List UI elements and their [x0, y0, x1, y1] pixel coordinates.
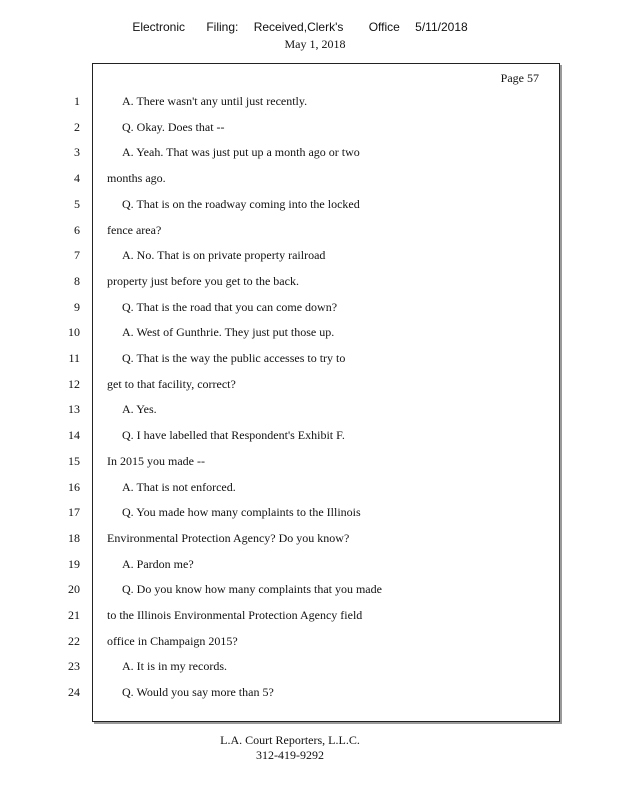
transcript-line: property just before you get to the back. — [107, 274, 299, 288]
footer-phone: 312-419-9292 — [256, 748, 324, 762]
line-number: 20 — [68, 582, 80, 596]
line-number: 8 — [74, 274, 80, 288]
transcript-line: get to that facility, correct? — [107, 377, 236, 391]
line-number: 2 — [74, 120, 80, 134]
line-number: 6 — [74, 223, 80, 237]
line-number: 24 — [68, 685, 80, 699]
transcript-line: A. No. That is on private property railroad — [122, 248, 326, 262]
line-number: 18 — [68, 531, 80, 545]
transcript-line: A. Yeah. That was just put up a month ago or two — [122, 145, 360, 159]
line-number: 15 — [68, 454, 80, 468]
transcript-line: Q. Do you know how many complaints that you made — [122, 582, 382, 596]
line-number: 4 — [74, 171, 80, 185]
line-number: 3 — [74, 145, 80, 159]
transcript-line: to the Illinois Environmental Protection Agency field — [107, 608, 363, 622]
transcript-line: A. Yes. — [122, 402, 157, 416]
transcript-line: fence area? — [107, 223, 162, 237]
line-number: 16 — [68, 480, 80, 494]
transcript-line: A. Pardon me? — [122, 557, 194, 571]
transcript-line: A. It is in my records. — [122, 659, 227, 673]
line-number: 12 — [68, 377, 80, 391]
line-number: 23 — [68, 659, 80, 673]
stamp-word-received: Received,Clerk's — [253, 20, 344, 34]
stamp-word-filing: Filing: — [206, 20, 239, 34]
line-number: 1 — [74, 94, 80, 108]
stamp-word-office: Office — [368, 20, 400, 34]
line-number: 21 — [68, 608, 80, 622]
transcript-line: office in Champaign 2015? — [107, 634, 238, 648]
line-number: 17 — [68, 505, 80, 519]
line-number: 19 — [68, 557, 80, 571]
footer-company: L.A. Court Reporters, L.L.C. — [220, 733, 360, 747]
line-number: 5 — [74, 197, 80, 211]
line-number: 22 — [68, 634, 80, 648]
transcript-line: A. West of Gunthrie. They just put those up. — [122, 325, 335, 339]
transcript-line: months ago. — [107, 171, 166, 185]
transcript-line: Q. That is the way the public accesses to try to — [122, 351, 346, 365]
stamp-word-electronic: Electronic — [132, 20, 185, 34]
transcript-line: A. There wasn't any until just recently. — [122, 94, 308, 108]
line-number: 7 — [74, 248, 80, 262]
transcript-line: Q. I have labelled that Respondent's Exhibit F. — [122, 428, 345, 442]
transcript-line: Q. Okay. Does that -- — [122, 120, 225, 134]
transcript-line: Environmental Protection Agency? Do you know? — [107, 531, 350, 545]
transcript-line: In 2015 you made -- — [107, 454, 205, 468]
transcript-line: Q. That is the road that you can come down? — [122, 300, 338, 314]
line-number: 13 — [68, 402, 80, 416]
line-number: 10 — [68, 325, 80, 339]
filing-stamp — [0, 20, 600, 34]
page-number: Page 57 — [500, 71, 539, 85]
transcript-page — [92, 63, 560, 722]
transcript-line: A. That is not enforced. — [122, 480, 236, 494]
line-number: 14 — [68, 428, 80, 442]
stamp-word-date: 5/11/2018 — [415, 20, 468, 34]
line-number: 11 — [68, 351, 80, 365]
transcript-line: Q. Would you say more than 5? — [122, 685, 274, 699]
transcript-line: Q. That is on the roadway coming into the locked — [122, 197, 360, 211]
document-date: May 1, 2018 — [284, 37, 346, 51]
line-number: 9 — [74, 300, 80, 314]
transcript-line: Q. You made how many complaints to the Illinois — [122, 505, 361, 519]
